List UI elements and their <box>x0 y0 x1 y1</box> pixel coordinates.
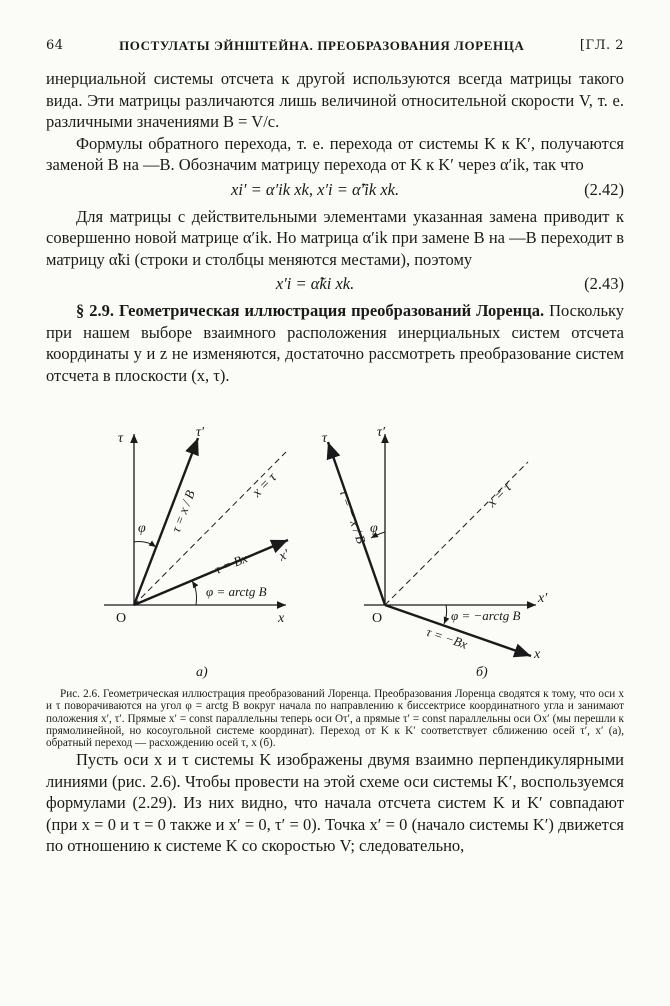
label-sub-a: а) <box>196 665 208 680</box>
figure-drawing <box>46 392 624 682</box>
diagram-a-labels <box>116 425 292 680</box>
book-page <box>46 38 624 857</box>
paragraph-2: Формулы обратного перехода, т. е. перехода от системы K к K′, получаются заменой B на —B. Обозначим матрицу перехода от K к K′ через α′ik, так что <box>46 133 624 174</box>
label-x-line: τ = Bx <box>212 550 250 577</box>
label-x: x <box>534 647 541 662</box>
label-bisector: x = τ <box>484 480 515 511</box>
label-tau-prime: τ′ <box>377 425 386 440</box>
page-number: 64 <box>46 38 64 53</box>
angle-arc-lower <box>192 581 197 605</box>
equation-2-43 <box>46 274 624 294</box>
angle-arc-upper <box>134 542 156 547</box>
figure-2-6 <box>46 392 624 682</box>
label-x-line: τ = −Bx <box>424 623 470 652</box>
label-angle: φ = arctg B <box>206 584 267 599</box>
label-x: x <box>278 611 285 626</box>
running-title: ПОСТУЛАТЫ ЭЙНШТЕЙНА. ПРЕОБРАЗОВАНИЯ ЛОРЕНЦА <box>119 38 525 53</box>
label-bisector: x = τ <box>249 470 280 501</box>
label-x-prime: x′ <box>277 547 292 565</box>
label-tau: τ <box>322 431 328 446</box>
figure-caption: Рис. 2.6. Геометрическая иллюстрация преобразований Лоренца. Преобразования Лоренца сводятся к тому, что оси x и τ поворачиваются на угол φ = arctg B вокруг начала по направлению к биссектрисе координатного угла и занимают положения x′, τ′. Прямые x′ = const параллельны теперь оси Oτ′, а прямые τ′ = const параллельны оси Ox′ (мы перешли к прямолинейной, но косоугольной системе координат). Переход от K к K′ соответствует сближению осей τ′, x′ (а), обратный переход — расхождению осей τ, x (б). <box>46 688 624 750</box>
label-origin: O <box>116 611 127 626</box>
paragraph-1: инерциальной системы отсчета к другой используются всегда матрицы такого вида. Эти матрицы различаются лишь величиной относительной скорости V, т. е. различными значениями B = V/c. <box>46 69 624 131</box>
label-tau-line: τ = − x / B <box>336 487 370 546</box>
equation-number: (2.42) <box>584 179 624 199</box>
equation-2-42 <box>46 180 624 200</box>
equation-number: (2.43) <box>584 274 624 293</box>
paragraph-3: Для матрицы с действительными элементами указанная замена приводит к совершенно новой матрице α′ik. Но матрица α′ik при замене B на —B переходит в матрицу α̃ki (строки и столбцы меняются местами), поэтому <box>46 206 624 269</box>
chapter-marker: [ГЛ. 2 <box>579 38 624 53</box>
angle-arc-lower <box>444 605 447 624</box>
label-tau-line: τ = x / B <box>168 488 198 535</box>
section-2-9 <box>46 300 624 386</box>
label-x-prime: x′ <box>538 591 548 606</box>
label-origin: O <box>372 611 383 626</box>
section-heading: § 2.9. Геометрическая иллюстрация преобразований Лоренца. <box>76 301 545 320</box>
label-phi: φ <box>370 521 378 536</box>
diagram-b-labels <box>322 425 548 680</box>
equation-body: x′i = α̃ki xk. <box>275 274 355 293</box>
diagram-a <box>104 434 288 605</box>
label-tau-prime: τ′ <box>196 425 205 440</box>
label-phi: φ <box>138 521 146 536</box>
label-angle: φ = −arctg B <box>451 608 521 623</box>
label-tau: τ <box>118 431 124 446</box>
section-text: Поскольку при нашем выборе взаимного расположения инерциальных систем отсчета координаты y и z не изменяются, достаточно рассмотреть преобразование систем отсчета в плоскости (x, τ). <box>46 301 624 385</box>
label-sub-b: б) <box>476 665 488 680</box>
running-header <box>46 38 624 54</box>
paragraph-4: Пусть оси x и τ системы K изображены двумя взаимно перпендикулярными линиями (рис. 2.6). Чтобы провести на этой схеме оси системы K′, воспользуемся формулами (2.29). Из них видно, что начала отсчета систем K и K′ совпадают (при x = 0 и τ = 0 также и x′ = 0, τ′ = 0). Точка x′ = 0 (начало системы K′) движется по отношению к системе K со скоростью V; следовательно, <box>46 750 624 856</box>
equation-body: xi′ = α′ik xk, x′i = α̃′ik xk. <box>231 179 400 199</box>
